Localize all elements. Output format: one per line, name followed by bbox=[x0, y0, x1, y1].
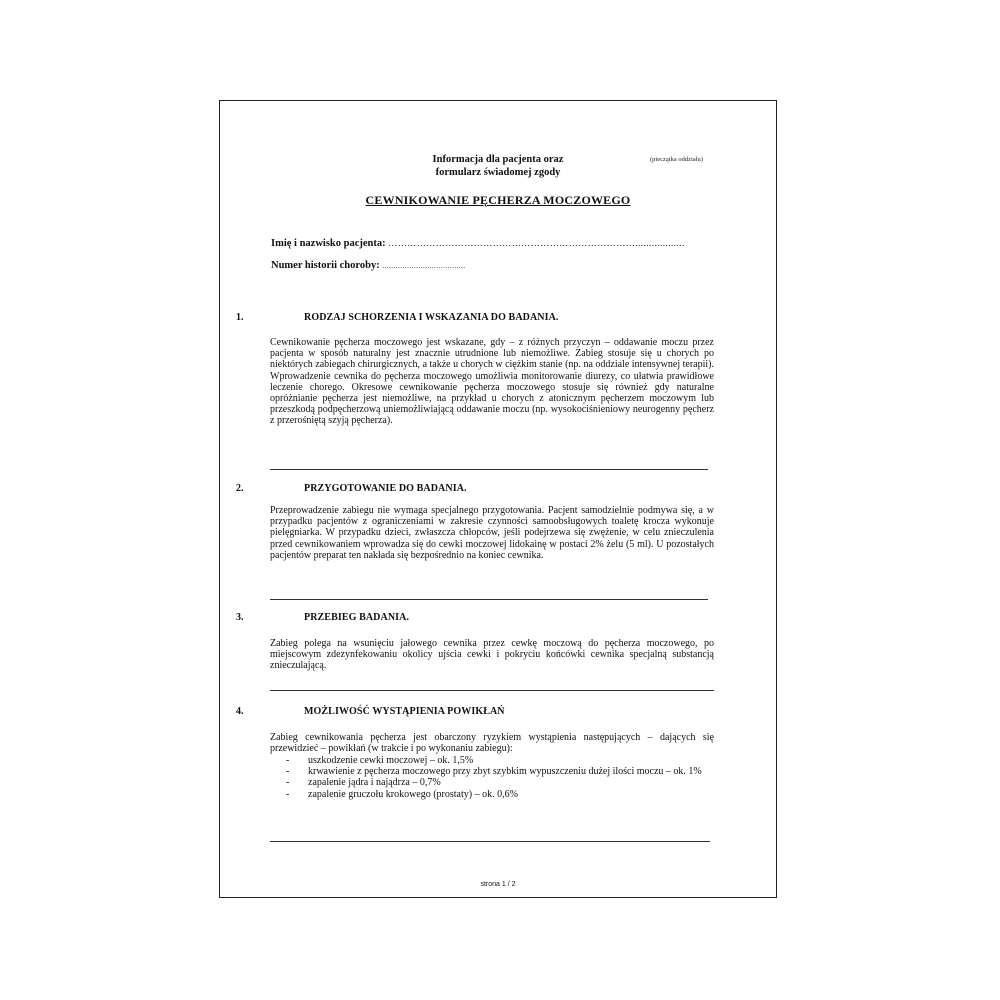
document-page bbox=[219, 100, 777, 898]
list-dash: - bbox=[286, 777, 290, 789]
list-item-text: zapalenie jądra i najądrza – 0,7% bbox=[308, 777, 441, 789]
section-1-heading: RODZAJ SCHORZENIA I WSKAZANIA DO BADANIA. bbox=[304, 312, 559, 323]
section-2-number: 2. bbox=[236, 483, 244, 494]
section-3-heading: PRZEBIEG BADANIA. bbox=[304, 612, 410, 623]
list-item bbox=[270, 766, 716, 777]
section-3-number: 3. bbox=[236, 612, 244, 623]
stamp-note: (pieczątka oddziału) bbox=[650, 156, 703, 163]
section-4-text: Zabieg cewnikowania pęcherza jest obarczony ryzykiem wystąpienia następujących – dających się przewidzieć – powikłań (w trakcie i po wykonaniu zabiegu): bbox=[270, 732, 714, 755]
section-divider bbox=[270, 469, 708, 470]
header-title-line2: formularz świadomej zgody bbox=[435, 167, 561, 178]
list-item bbox=[270, 755, 716, 766]
history-number-blank: ..................................... bbox=[382, 262, 466, 270]
list-item bbox=[270, 789, 716, 800]
history-number-field bbox=[271, 260, 466, 271]
patient-name-label: Imię i nazwisko pacjenta: bbox=[271, 238, 386, 249]
section-3-text: Zabieg polega na wsunięciu jałowego cewnika przez cewkę moczową do pęcherza moczowego, po miejscowym zdezynfekowaniu okolicy ujścia cewki i pokryciu końcówki cewnika specjalną substancją znieczulającą. bbox=[270, 638, 714, 672]
list-item-text: krwawienie z pęcherza moczowego przy zbyt szybkim wypuszczeniu dużej ilości moczu – ok. 1% bbox=[308, 766, 702, 778]
list-dash: - bbox=[286, 755, 290, 766]
header-title-line1: Informacja dla pacjenta oraz bbox=[432, 154, 564, 165]
complications-list bbox=[270, 755, 716, 800]
patient-name-field bbox=[271, 238, 685, 249]
list-item bbox=[270, 777, 716, 788]
list-dash: - bbox=[286, 766, 290, 778]
list-item-text: uszkodzenie cewki moczowej – ok. 1,5% bbox=[308, 755, 474, 766]
patient-name-blank: …………………………………………………………………….................. bbox=[388, 238, 685, 248]
section-divider bbox=[270, 690, 714, 691]
document-title: CEWNIKOWANIE PĘCHERZA MOCZOWEGO bbox=[365, 193, 631, 207]
list-item-text: zapalenie gruczołu krokowego (prostaty) – ok. 0,6% bbox=[308, 788, 518, 800]
section-1-number: 1. bbox=[236, 312, 244, 323]
section-2-text: Przeprowadzenie zabiegu nie wymaga specjalnego przygotowania. Pacjent samodzielnie podmywa się, a w przypadku pacjentów z ograniczeniami w zakresie czynności samoobsługowych toaletę krocza wykonuje pielęgniarka. W przypadku dzieci, zwłaszcza chłopców, jeśli podejrzewa się zwężenie, w celu znieczulenia przed cewnikowaniem wprowadza się do cewki moczowej lidokainę w postaci 2% żelu (5 ml). U pozostałych pacjentów preparat ten nakłada się bezpośrednio na koniec cewnika. bbox=[270, 505, 714, 561]
history-number-label: Numer historii choroby: bbox=[271, 260, 380, 271]
section-divider bbox=[270, 599, 708, 600]
section-4-number: 4. bbox=[236, 706, 244, 717]
section-2-heading: PRZYGOTOWANIE DO BADANIA. bbox=[304, 483, 467, 494]
page-number: strona 1 / 2 bbox=[480, 881, 516, 888]
list-dash: - bbox=[286, 788, 290, 800]
section-4-heading: MOŻLIWOŚĆ WYSTĄPIENIA POWIKŁAŃ bbox=[304, 706, 505, 717]
section-divider bbox=[270, 841, 710, 842]
section-1-text: Cewnikowanie pęcherza moczowego jest wskazane, gdy – z różnych przyczyn – oddawanie moczu przez pacjenta w sposób naturalny jest znacznie utrudnione lub niemożliwe. Zabieg stosuje się u chorych po niektórych zabiegach chirurgicznych, a także u chorych w ciężkim stanie (np. na oddziale intensywnej terapii). Wprowadzenie cewnika do pęcherza moczowego umożliwia monitorowanie diurezy, co ułatwia prawidłowe leczenie chorego. Okresowe cewnikowanie pęcherza moczowego stosuje się również gdy naturalne opróżnianie pęcherza jest niemożliwe, na przykład u chorych z atonicznym pęcherzem moczowym lub przeszkodą podpęcherzową uniemożliwiającą oddawanie moczu (np. wysokociśnieniowy neurogenny pęcherz z przerośniętą szyją pęcherza). bbox=[270, 337, 714, 427]
